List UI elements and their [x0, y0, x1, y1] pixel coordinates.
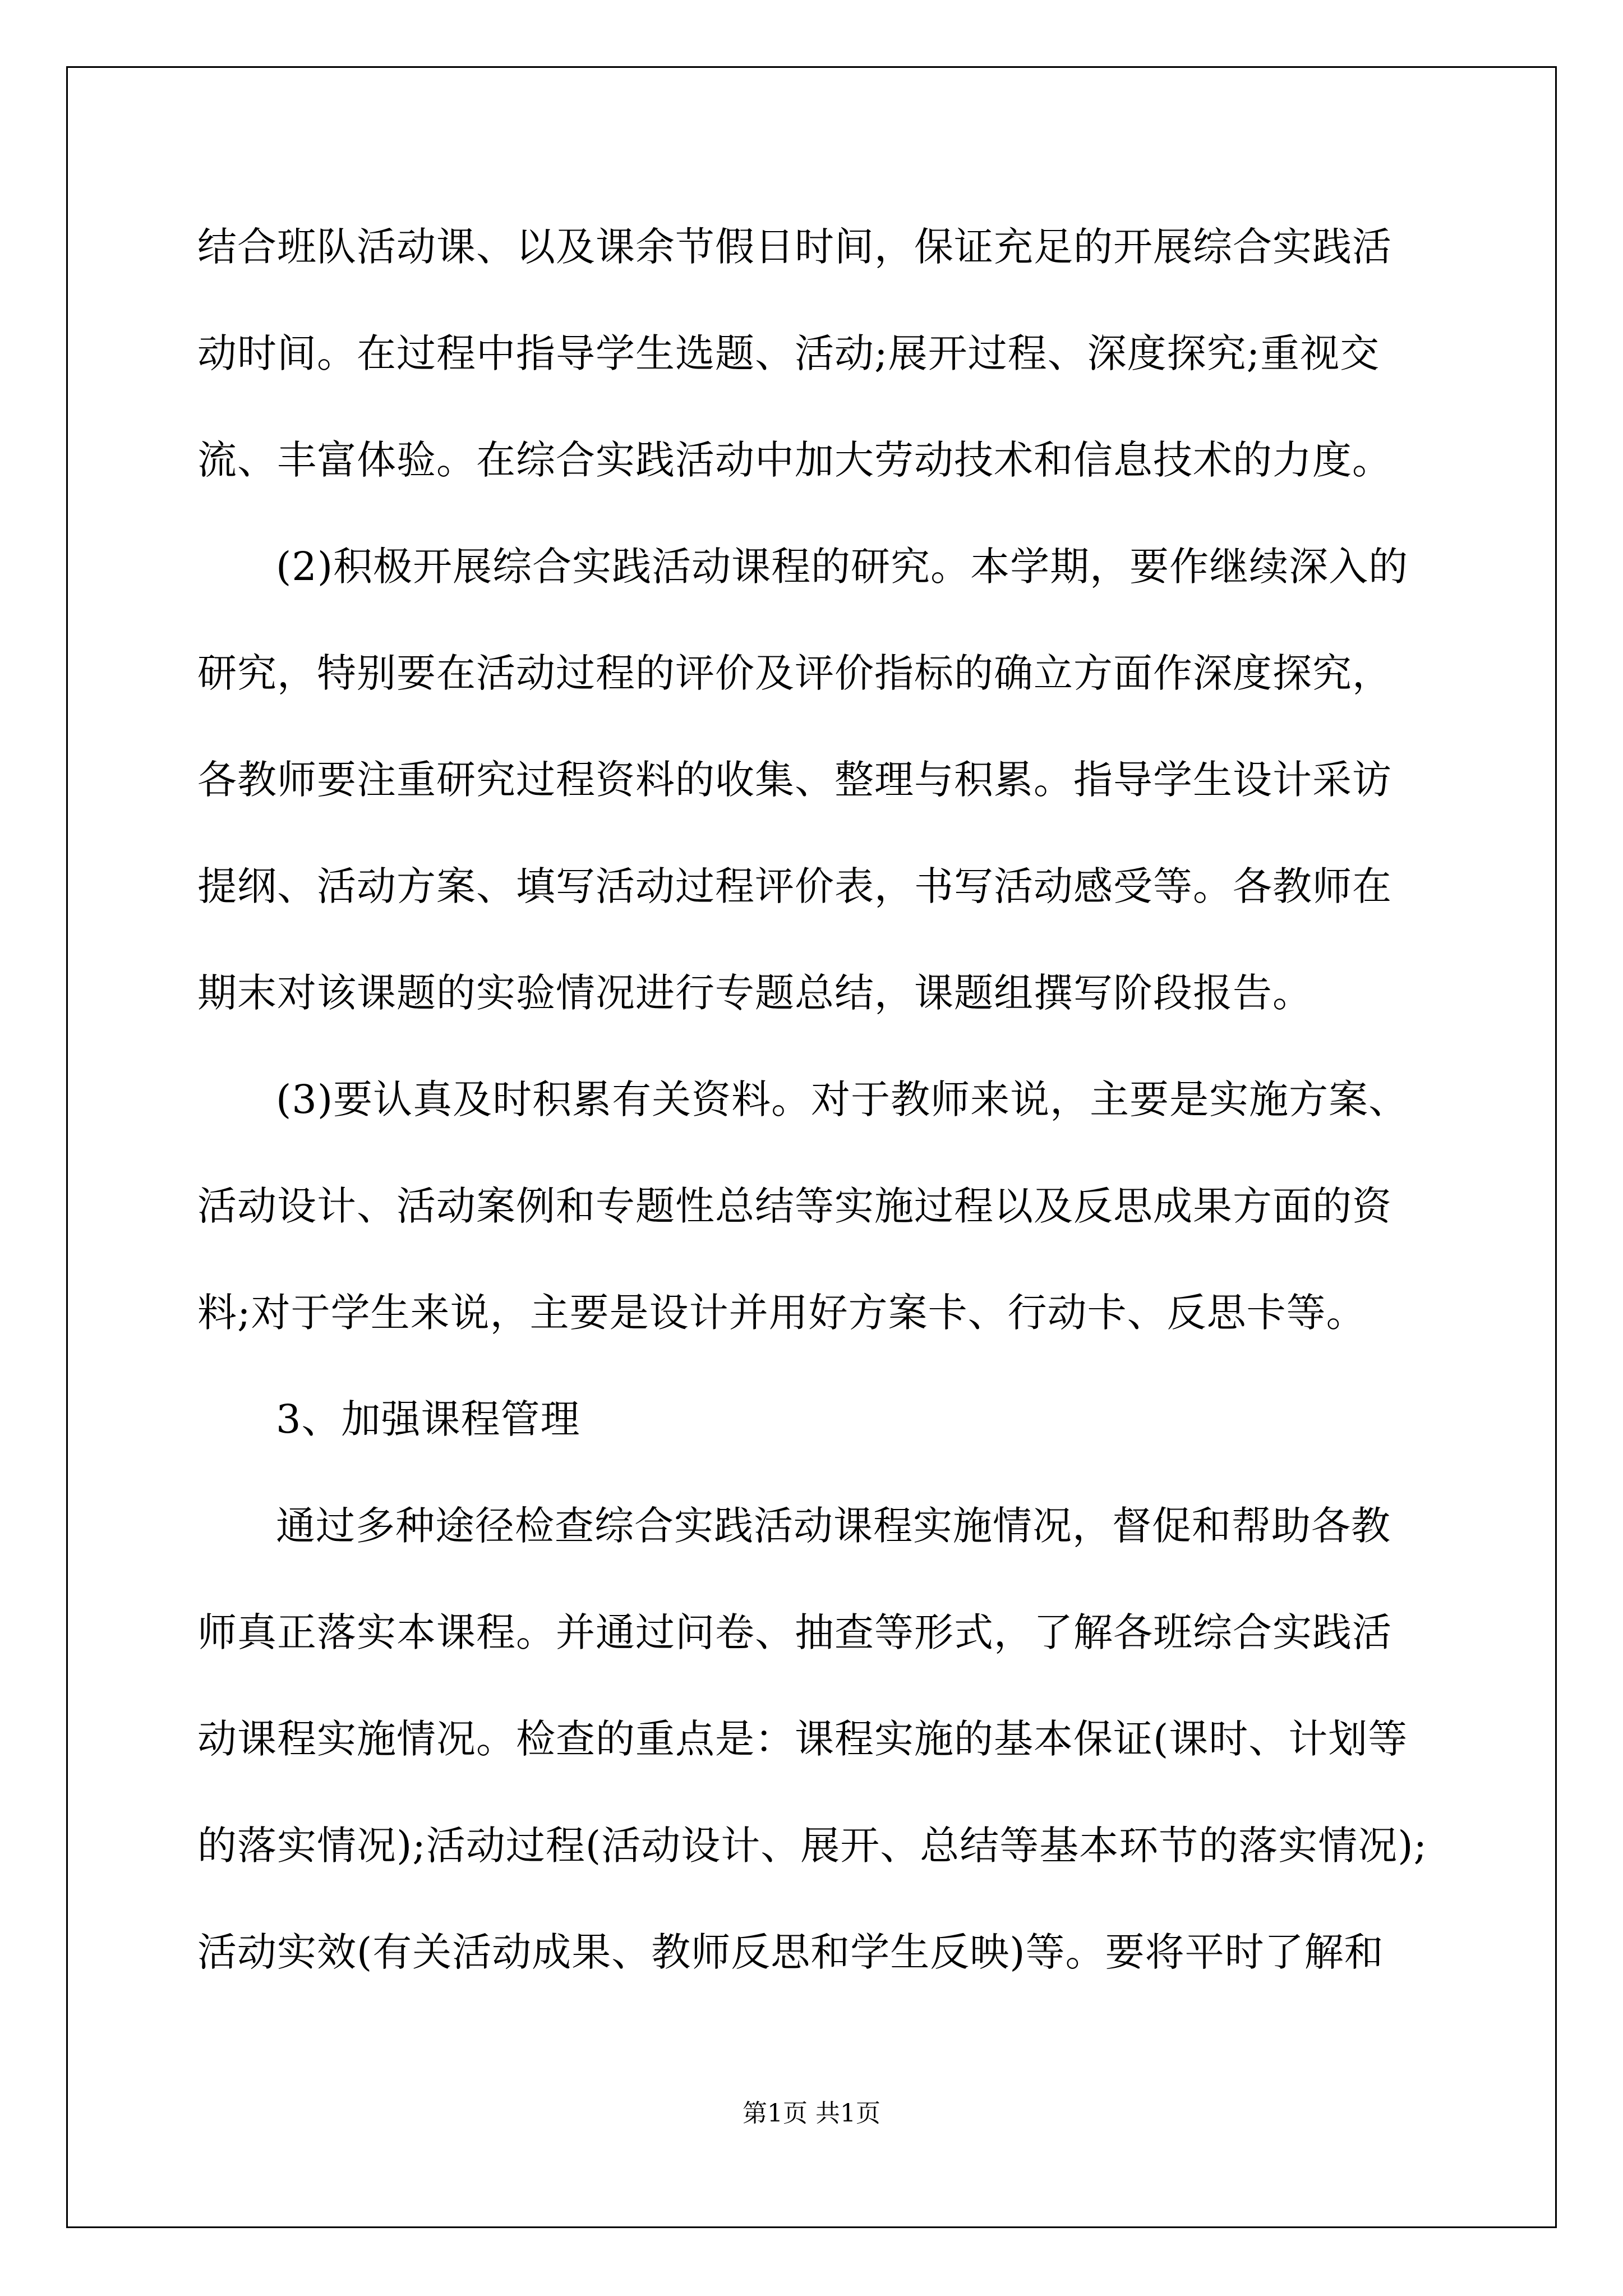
text-line: 结合班队活动课、以及课余节假日时间，保证充足的开展综合实践活 — [197, 224, 1392, 270]
text-line: 动时间。在过程中指导学生选题、活动;展开过程、深度探究;重视交 — [197, 330, 1380, 376]
text-line: 活动实效(有关活动成果、教师反思和学生反映)等。要将平时了解和 — [197, 1929, 1384, 1975]
text-line: 研究，特别要在活动过程的评价及评价指标的确立方面作深度探究， — [197, 650, 1392, 696]
text-line: 各教师要注重研究过程资料的收集、整理与积累。指导学生设计采访 — [197, 757, 1392, 803]
text-line: 期末对该课题的实验情况进行专题总结，课题组撰写阶段报告。 — [197, 970, 1312, 1016]
text-line: 流、丰富体验。在综合实践活动中加大劳动技术和信息技术的力度。 — [197, 437, 1392, 483]
paragraph-start-line: (2)积极开展综合实践活动课程的研究。本学期，要作继续深入的 — [276, 544, 1409, 590]
paragraph-start-line: (3)要认真及时积累有关资料。对于教师来说，主要是实施方案、 — [276, 1076, 1409, 1122]
page-border — [66, 66, 1557, 2228]
text-line: 的落实情况);活动过程(活动设计、展开、总结等基本环节的落实情况); — [197, 1823, 1428, 1869]
text-line: 师真正落实本课程。并通过问卷、抽查等形式，了解各班综合实践活 — [197, 1609, 1392, 1655]
text-line: 提纲、活动方案、填写活动过程评价表，书写活动感受等。各教师在 — [197, 863, 1392, 909]
text-line: 活动设计、活动案例和专题性总结等实施过程以及反思成果方面的资 — [197, 1183, 1392, 1229]
section-heading: 3、加强课程管理 — [276, 1396, 580, 1442]
page-number-footer: 第1页 共1页 — [743, 2099, 880, 2128]
text-line: 料;对于学生来说，主要是设计并用好方案卡、行动卡、反思卡等。 — [197, 1290, 1366, 1336]
text-line: 动课程实施情况。检查的重点是：课程实施的基本保证(课时、计划等 — [197, 1716, 1408, 1762]
paragraph-start-line: 通过多种途径检查综合实践活动课程实施情况，督促和帮助各教 — [276, 1503, 1391, 1549]
